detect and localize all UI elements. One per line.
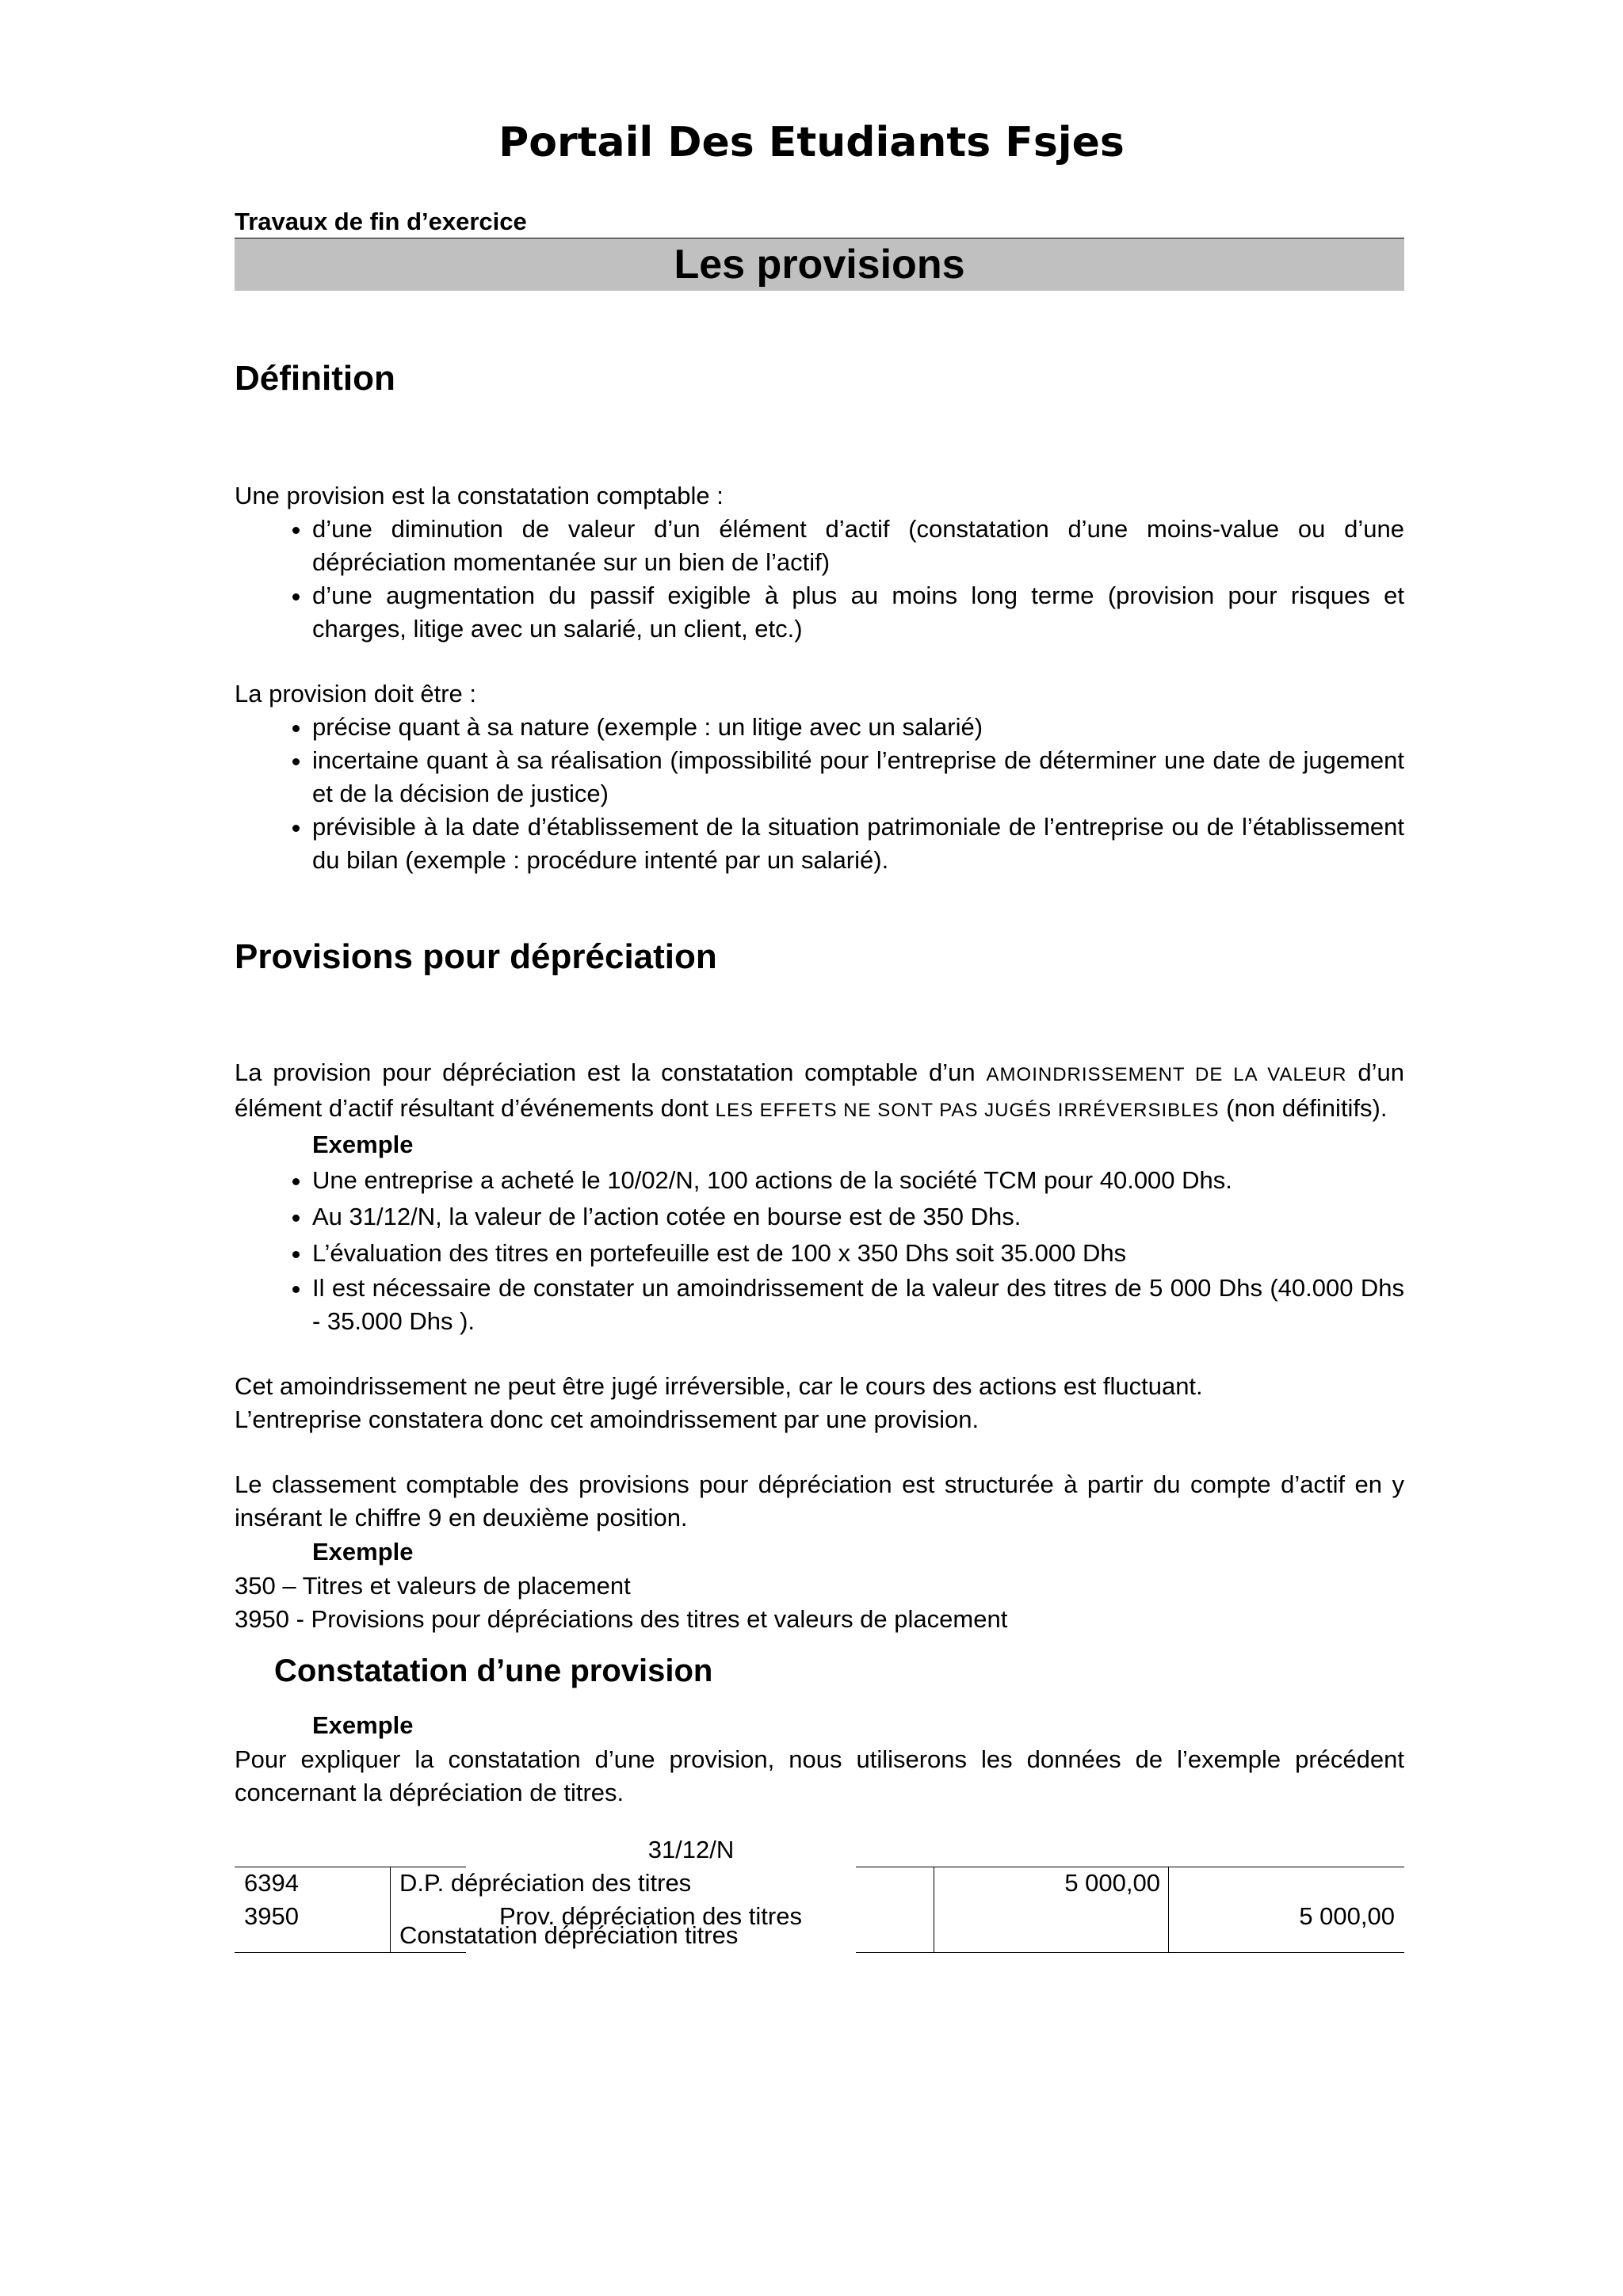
credit-amount: 5 000,00 <box>1299 1902 1395 1930</box>
doc-header: Travaux de fin d’exercice <box>235 208 1404 238</box>
depreciation-paragraph-2: Cet amoindrissement ne peut être jugé irréversible, car le cours des actions est fluctuant. L’entreprise constatera donc cet amoindrissement par une provision. <box>235 1372 1203 1433</box>
example-label: Exemple <box>312 1131 414 1158</box>
constatation-paragraph: Pour expliquer la constatation d’une provision, nous utiliserons les données de l’exemple précédent concernant la dépréciation de titres. <box>235 1745 1404 1806</box>
journal-rule <box>235 1952 466 1953</box>
list-item: • incertaine quant à sa réalisation (impossibilité pour l’entreprise de déterminer une date de jugement et de la décision de justice) <box>312 744 1404 810</box>
list-item: • d’une augmentation du passif exigible à plus au moins long terme (provision pour risques et charges, litige avec un salarié, un client, etc.) <box>312 579 1404 646</box>
list-item: • Au 31/12/N, la valeur de l’action cotée en bourse est de 350 Dhs. <box>312 1199 1404 1235</box>
list-item: • Une entreprise a acheté le 10/02/N, 100 actions de la société TCM pour 40.000 Dhs. <box>312 1162 1404 1199</box>
document-body <box>235 208 1404 1952</box>
debit-label: D.P. dépréciation des titres <box>399 1869 692 1897</box>
list-item: • précise quant à sa nature (exemple : un litige avec un salarié) <box>312 711 1404 744</box>
credit-account: 3950 <box>244 1902 299 1930</box>
account-line: 350 – Titres et valeurs de placement <box>235 1572 631 1600</box>
debit-account: 6394 <box>244 1869 299 1897</box>
depreciation-paragraph: La provision pour dépréciation est la constatation comptable d’un AMOINDRISSEMENT DE LA VALEUR d’un élément d’actif résultant d’événements dont LES EFFETS NE SONT PAS JUGÉS IRRÉVERSIBLES (non définitifs). <box>235 1058 1404 1122</box>
list-item: • d’une diminution de valeur d’un élément d’actif (constatation d’une moins-value ou d’une dépréciation momentanée sur un bien de l’actif) <box>312 513 1404 579</box>
journal-description: Constatation dépréciation titres <box>399 1921 739 1949</box>
list-item: • prévisible à la date d’établissement de la situation patrimoniale de l’entreprise ou de l’établissement du bilan (exemple : procédure intenté par un salarié). <box>312 810 1404 877</box>
constatation-heading: Constatation d’une provision <box>274 1653 713 1688</box>
list-item: • Il est nécessaire de constater un amoindrissement de la valeur des titres de 5 000 Dhs (40.000 Dhs - 35.000 Dhs ). <box>312 1272 1404 1338</box>
journal-date: 31/12/N <box>647 1836 735 1863</box>
example-label-3: Exemple <box>312 1711 414 1739</box>
depreciation-heading: Provisions pour dépréciation <box>235 937 717 976</box>
example-list <box>235 1162 1404 1338</box>
debit-amount: 5 000,00 <box>1064 1869 1160 1897</box>
definition-list-2 <box>235 711 1404 877</box>
credit-label: Prov. dépréciation des titres <box>499 1902 802 1930</box>
page-title: Portail Des Etudiants Fsjes <box>498 119 1125 166</box>
definition-heading: Définition <box>235 359 395 398</box>
journal-divider <box>390 1867 391 1952</box>
definition-intro-2: La provision doit être : <box>235 680 477 707</box>
depreciation-paragraph-3: Le classement comptable des provisions pour dépréciation est structurée à partir du compte d’actif en y insérant le chiffre 9 en deuxième position. <box>235 1470 1404 1531</box>
definition-intro: Une provision est la constatation comptable : <box>235 482 724 509</box>
account-line: 3950 - Provisions pour dépréciations des titres et valeurs de placement <box>235 1605 1008 1633</box>
journal-rule <box>856 1952 1404 1953</box>
example-label-2: Exemple <box>312 1538 414 1566</box>
section-banner: Les provisions <box>235 238 1404 291</box>
definition-list <box>235 513 1404 646</box>
list-item: • L’évaluation des titres en portefeuille est de 100 x 350 Dhs soit 35.000 Dhs <box>312 1235 1404 1272</box>
journal-entry <box>235 1833 1404 1952</box>
